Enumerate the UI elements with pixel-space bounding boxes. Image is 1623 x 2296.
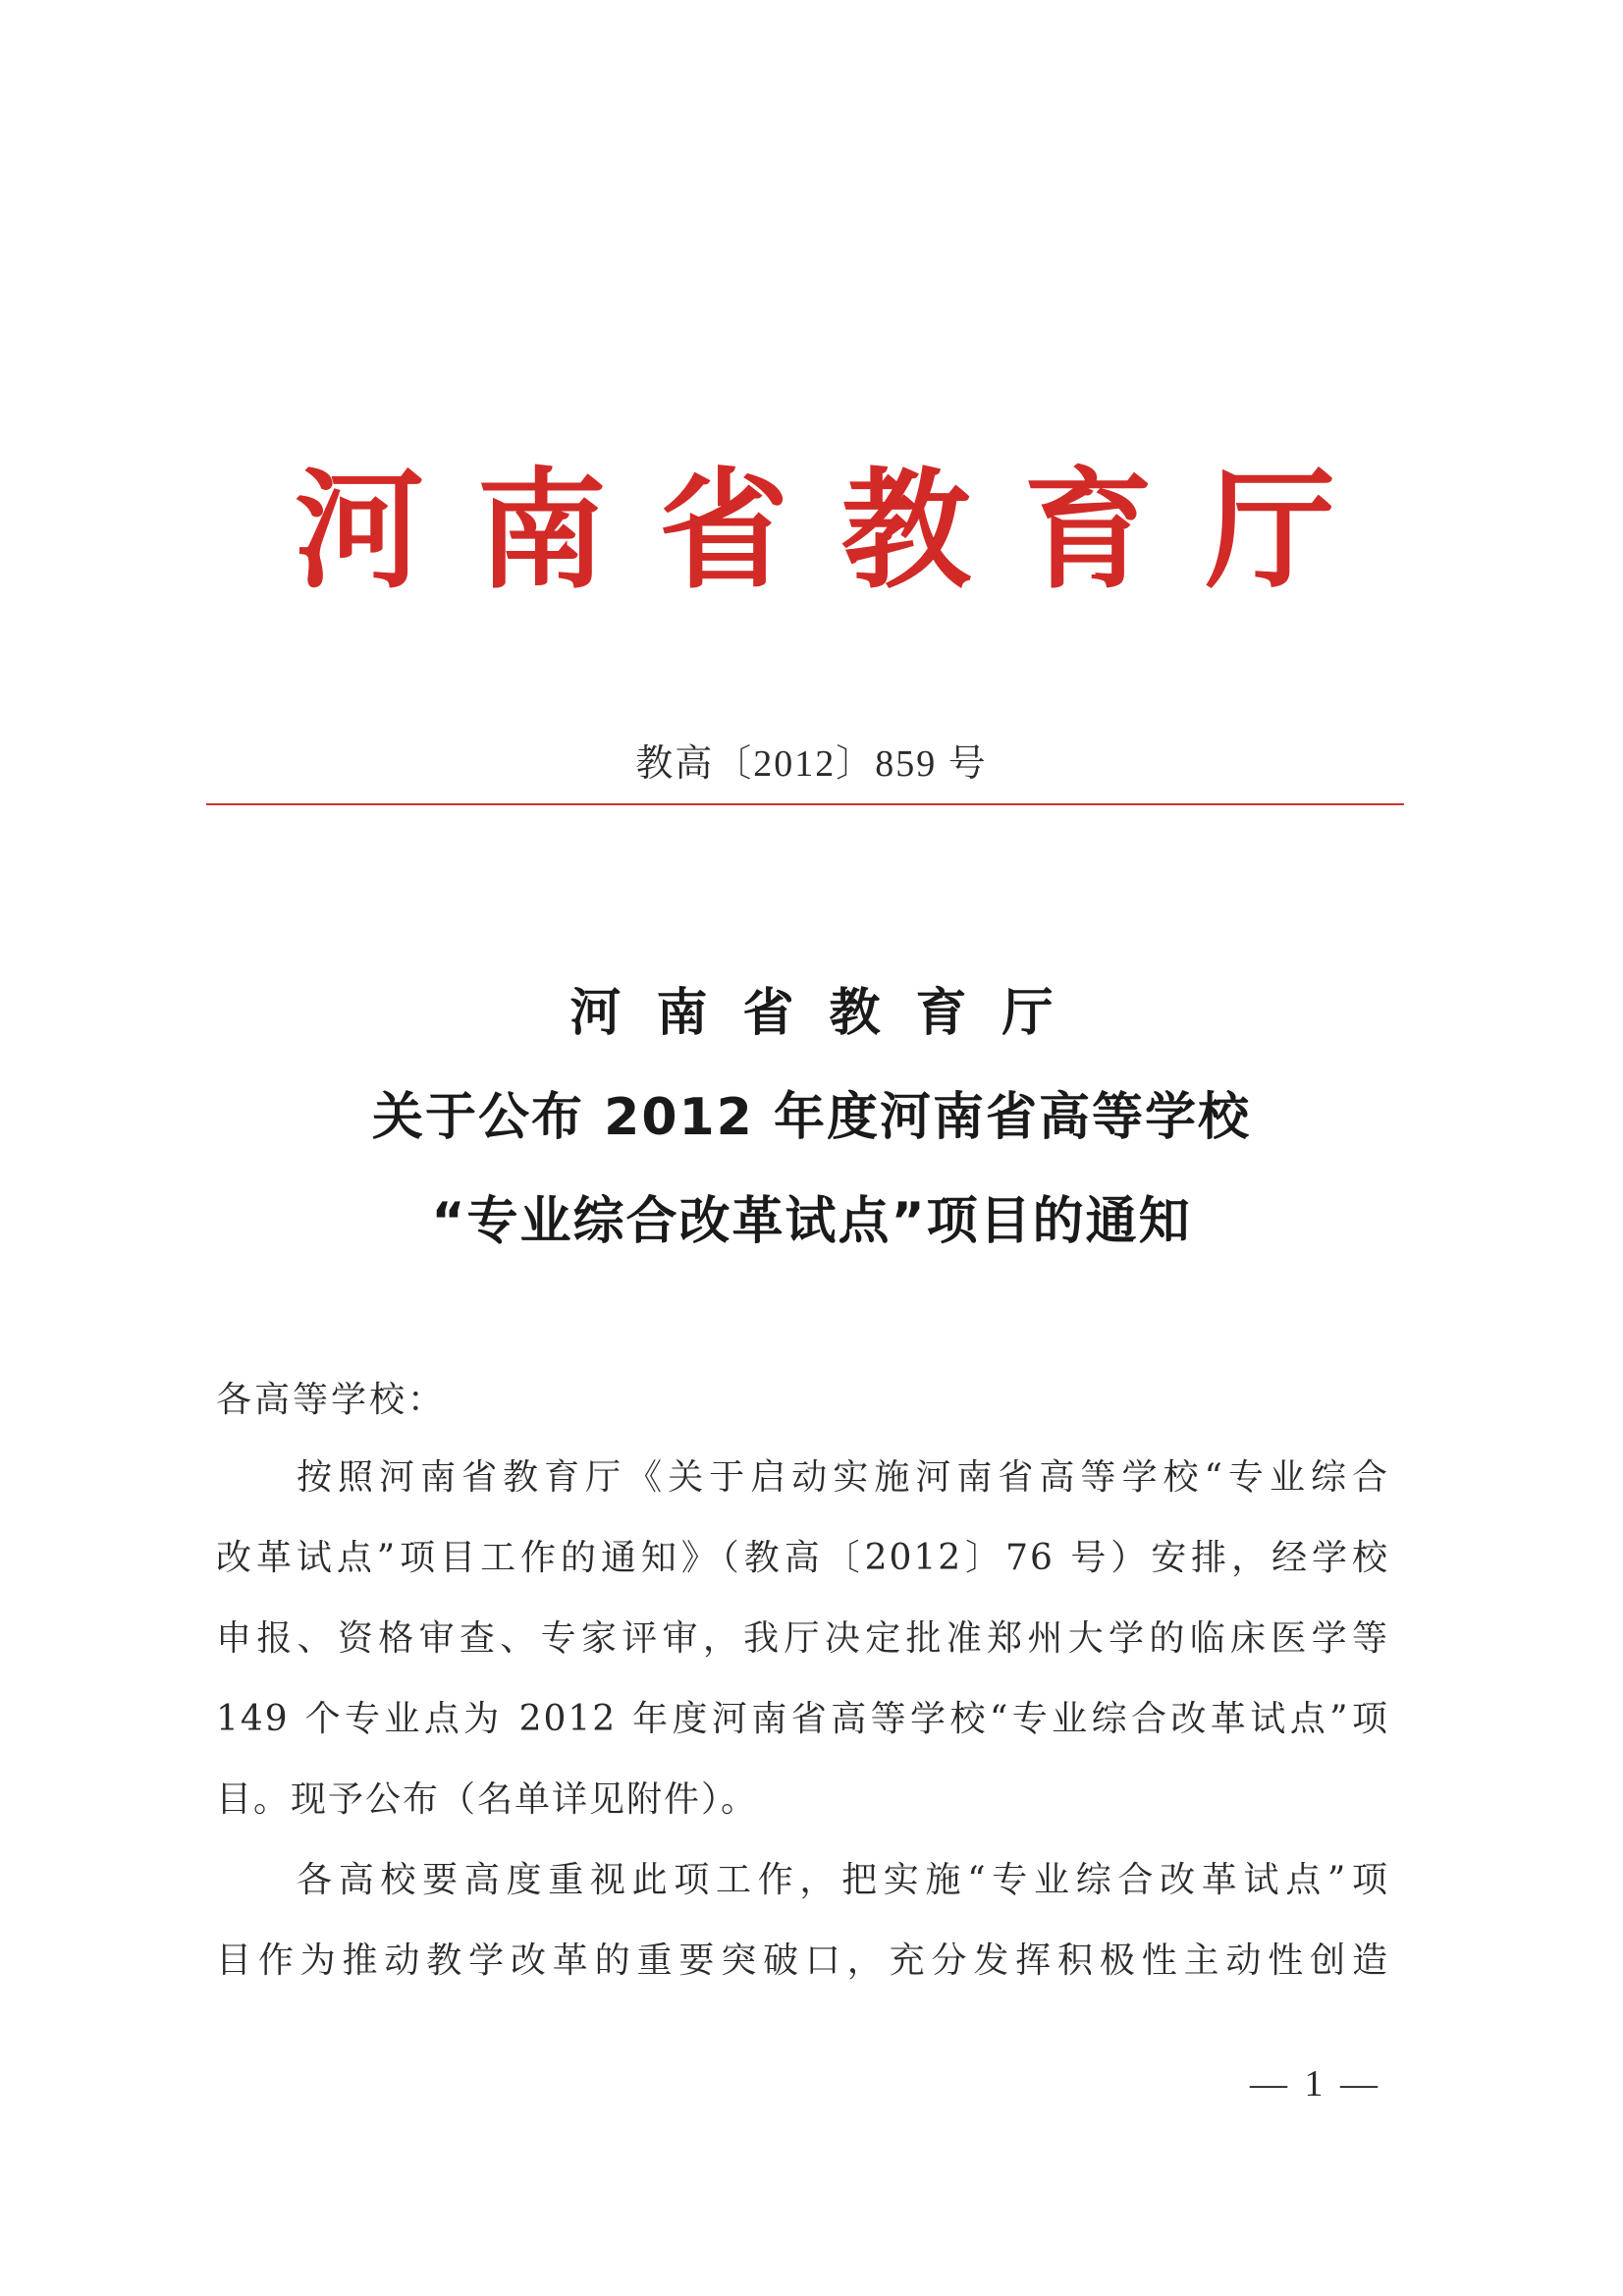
document-number: 教高〔2012〕859 号 bbox=[635, 743, 988, 785]
greeting: 各高等学校： bbox=[216, 1380, 447, 1420]
page-number: — 1 — bbox=[1250, 2063, 1381, 2105]
masthead-title bbox=[295, 455, 1335, 607]
paragraph-line: 目。现予公布（名单详见附件）。 bbox=[216, 1779, 759, 1820]
masthead-char: 南 bbox=[476, 455, 607, 607]
red-divider-line bbox=[206, 803, 1404, 805]
masthead-char: 育 bbox=[1023, 455, 1154, 607]
paragraph-line: 各高校要高度重视此项工作，把实施“专业综合改革试点”项 bbox=[297, 1860, 1389, 1900]
masthead-char: 厅 bbox=[1205, 455, 1335, 607]
paragraph-line: 申报、资格审查、专家评审，我厅决定批准郑州大学的临床医学等 bbox=[216, 1618, 1389, 1659]
masthead-char: 教 bbox=[840, 455, 971, 607]
title-line-3: “专业综合改革试点”项目的通知 bbox=[431, 1192, 1192, 1251]
paragraph-line: 目作为推动教学改革的重要突破口，充分发挥积极性主动性创造 bbox=[216, 1941, 1389, 1981]
paragraph-1 bbox=[216, 1438, 1389, 1840]
title-line-2: 关于公布 2012 年度河南省高等学校 bbox=[372, 1088, 1251, 1147]
paragraph-2 bbox=[216, 1840, 1389, 2001]
masthead-char: 省 bbox=[659, 455, 789, 607]
paragraph-line: 149 个专业点为 2012 年度河南省高等学校“专业综合改革试点”项 bbox=[216, 1699, 1389, 1739]
paragraph-line: 按照河南省教育厅《关于启动实施河南省高等学校“专业综合 bbox=[297, 1457, 1389, 1498]
paragraph-line: 改革试点”项目工作的通知》（教高〔2012〕76 号）安排，经学校 bbox=[216, 1538, 1389, 1578]
title-line-1: 河南省教育厅 bbox=[569, 984, 1089, 1043]
masthead-char: 河 bbox=[295, 455, 424, 607]
